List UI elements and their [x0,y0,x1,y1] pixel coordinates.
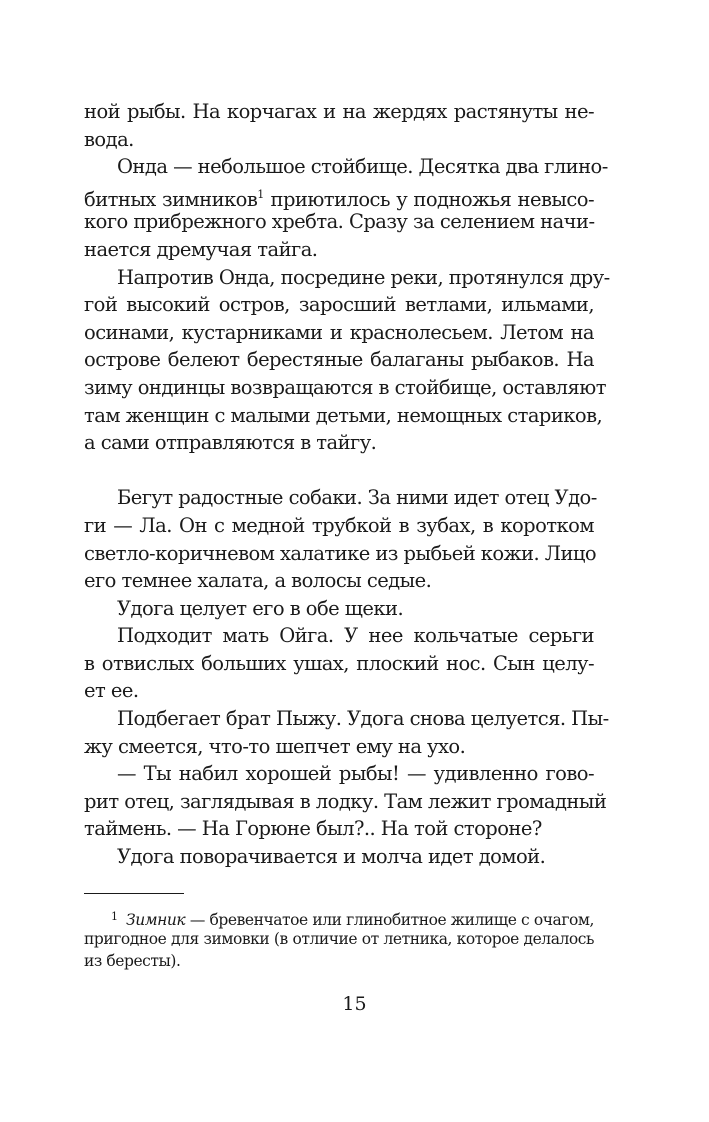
text-line: ной рыбы. На корчагах и на жердях растянуты не- [84,100,594,123]
text-line: там женщин с малыми детьми, немощных стариков, [84,403,603,427]
footnote-line: из бересты). [84,952,181,970]
text-line: его темнее халата, а волосы седые. [84,569,432,593]
text-line: Подходит мать Ойга. У нее кольчатые серьги [117,624,594,648]
footnote-term: Зимник [126,911,186,929]
text-line: в отвислых больших ушах, плоский нос. Сын целу- [84,651,594,675]
footnote [84,906,594,972]
footnote-divider [84,893,184,894]
text-line: нается дремучая тайга. [84,237,318,261]
text-line: Бегут радостные собаки. За ними идет отец Удо- [117,486,597,510]
text-line: рит отец, заглядывая в лодку. Там лежит громадный [84,789,607,813]
section-break [84,457,594,485]
text-line: таймень. — На Горюне был?.. На той стороне? [84,817,542,841]
main-text [84,98,610,871]
text-line: светло-коричневом халатике из рыбьей кожи. Лицо [84,541,597,565]
text-fragment: приютилось у подножья невысо- [270,187,594,211]
text-line: жу смеется, что-то шепчет ему на ухо. [84,734,466,758]
text-line: гой высокий остров, заросший ветлами, ильмами, [84,293,594,317]
text-line: Подбегает брат Пыжу. Удога снова целуется. Пы- [117,707,609,731]
footnote-reference: 1 [257,187,265,201]
footnote-mark: 1 [111,910,118,923]
footnote-line: пригодное для зимовки (в отличие от летника, которое делалось [84,930,594,948]
text-line: кого прибрежного хребта. Сразу за селением начи- [84,210,595,234]
text-line: зиму ондинцы возвращаются в стойбище, оставляют [84,375,606,399]
text-line: — Ты набил хорошей рыбы! — удивленно гово- [117,762,594,786]
text-line: а сами отправляются в тайгу. [84,431,377,455]
text-line: Онда — небольшое стойбище. Десятка два глино- [117,155,608,179]
text-line [84,181,594,209]
text-line: осинами, кустарниками и краснолесьем. Летом на [84,320,594,344]
text-fragment: битных зимников [84,187,258,211]
text-line: Напротив Онда, посредине реки, протянулся дру- [117,265,610,289]
text-line: ги — Ла. Он с медной трубкой в зубах, в коротком [84,513,594,537]
footnote-line [84,906,594,928]
text-line: Удога поворачивается и молча идет домой. [117,845,546,869]
footnote-text: — бревенчатое или глинобитное жилище с очагом, [185,911,594,929]
text-line: ет ее. [84,679,139,703]
text-line: острове белеют берестяные балаганы рыбаков. На [84,348,594,372]
page-number: 15 [342,993,367,1015]
text-line: Удога целует его в обе щеки. [117,596,404,620]
text-line: вода. [84,127,134,151]
